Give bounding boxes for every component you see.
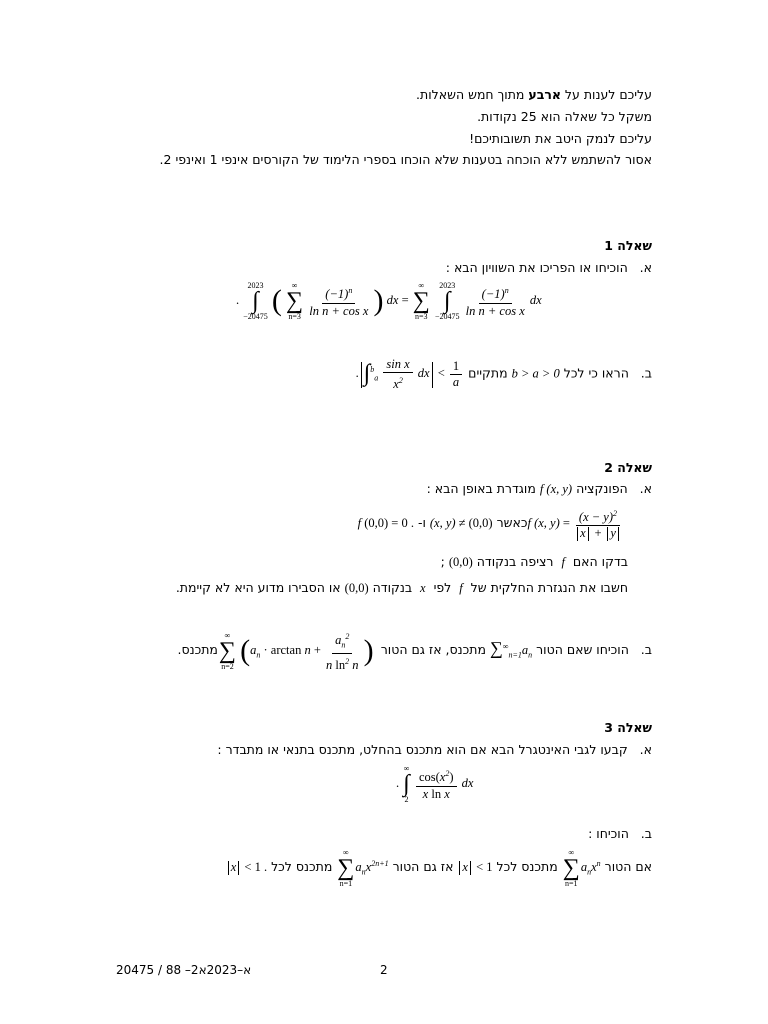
q2-bullet-1: בדקו האם f רציפה בנקודה (0,0) ; [440,554,628,569]
q2-part-a: א. הפונקציה f (x, y) מוגדרת באופן הבא : [426,481,652,496]
instruction-line-4: אסור להשתמש ללא הוכחה בטענות שלא הוכחו בספרי הלימוד של הקורסים אינפי 1 ואינפי 2. [159,152,652,167]
q3-integral: . ∞ ∫ 2 $\frac{\cos(x^2)}{\text{x ln x}}$ dx [396,764,474,804]
instruction-line-3: עליכם לנמק היטב את תשובותיכם! [469,131,652,146]
q2-bullet-2: חשבו את הנגזרת החלקית של f לפי x בנקודה (0,0) או הסבירו מדוע היא לא קיימת. [175,580,628,595]
question-3-title: שאלה 3 [604,720,652,735]
q2-part-b: ב. הוכיחו שאם הטור $\sum^\infty_{n=1}a_n$ מתכנס, אז גם הטור ∞ ∑ n=2 ($a_n \cdot \arctan n$ + $\frac{a_n^2}{n \ln^2 n}$ ) מתכנס. [177,630,652,672]
q1-part-a: א. הוכיחו או הפריכו את השוויון הבא : [445,260,652,275]
q1-inequality: . ∫$^b_a$ $\frac{\text{sin x}}{x^2}$ dx < $\frac{1}{a}$ [356,366,465,380]
instruction-line-2: משקל כל שאלה הוא 25 נקודות. [477,109,652,124]
q3-part-b: ב. הוכיחו : [588,826,652,841]
question-2-title: שאלה 2 [604,460,652,475]
q2-definition: f (x, y) = $\frac{(x - y)^2}{x + y}$ כאשר (x, y) ≠ (0,0) ו- f (0,0) = 0 . [358,507,626,541]
q3-part-a: א. קבעו לגבי האינטגרל הבא אם הוא מתכנס בהחלט, מתכנס בתנאי או מתבדר : [217,742,652,757]
q3-statement: אם הטור ∞ ∑ n=1 $a_nx^n$ מתכנס לכל x < 1 אז גם הטור ∞ ∑ n=1 $a_nx^{2n+1}$ מתכנס לכל x < 1 . [226,848,652,888]
instruction-line-1: עליכם לענות על ארבע מתוך חמש השאלות. [416,87,652,102]
q2-series: ∞ ∑ n=2 ($a_n \cdot \arctan n$ + $\frac{a_n^2}{n \ln^2 n}$ ) [218,630,374,672]
course-code: 20475 / 88 –2א–2023א [116,963,252,977]
question-1-title: שאלה 1 [604,238,652,253]
q1-equation: . 2023 ∫ −20475 ( ∞ ∑ n=3 $\frac{(-1)^n}{\text{ln n + cos x}}$ ) dx = ∞ ∑ n=3 2023 ∫ −20475 $\frac{(-1)^n}{\text{ln n + cos x}}$ dx [236,281,542,321]
q1-part-b: ב. הראו כי לכל b > a > 0 מתקיים . ∫$^b_a$ $\frac{\text{sin x}}{x^2}$ dx < $\frac{1}{a}$ [355,357,652,392]
page-number: 2 [380,963,388,977]
